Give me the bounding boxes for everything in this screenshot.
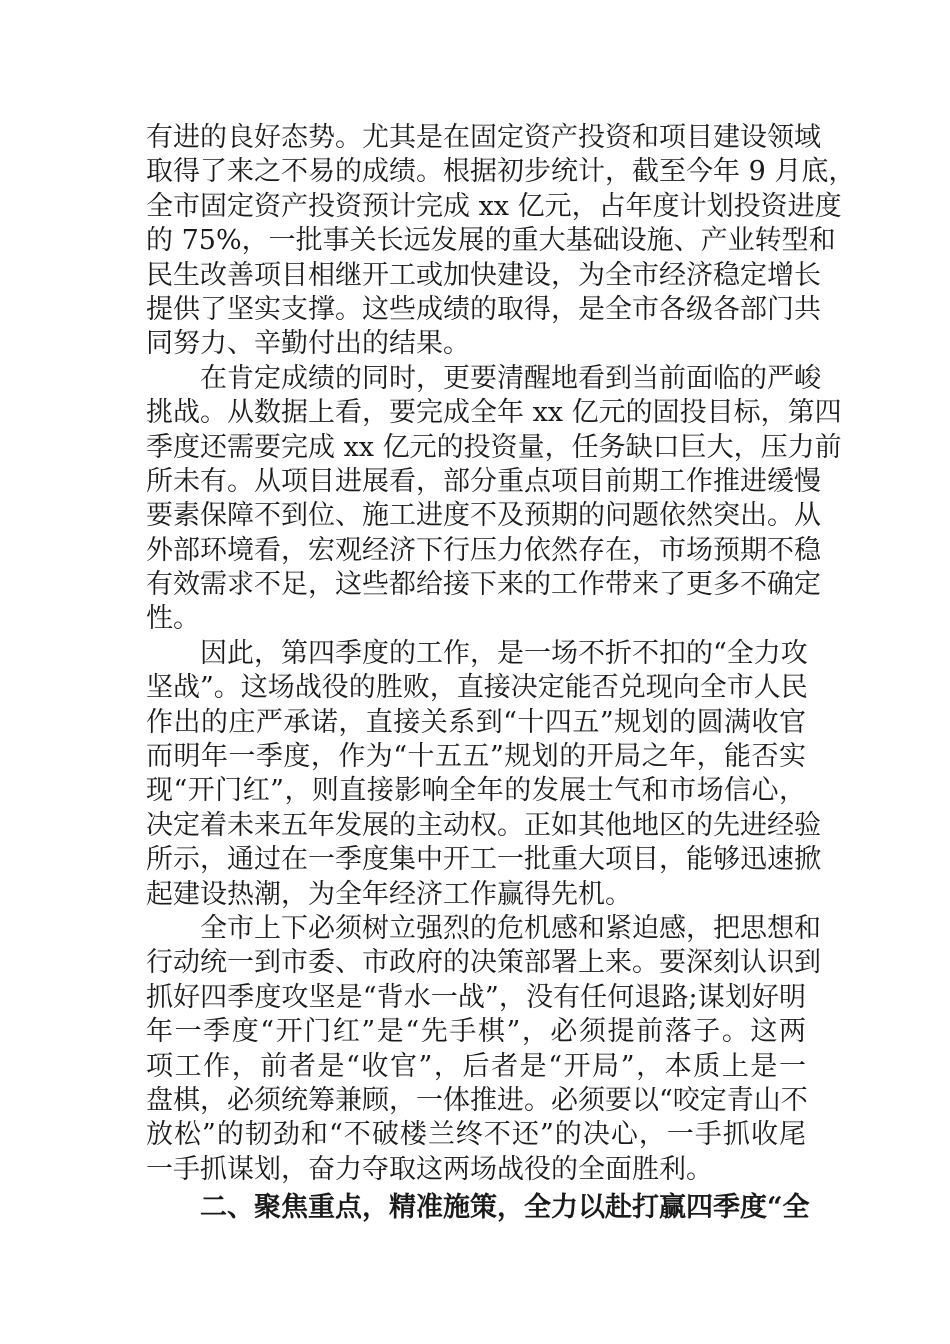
text-line: 同努力、辛勤付出的结果。 <box>146 328 470 360</box>
text-line: 有进的良好态势。尤其是在固定资产投资和项目建设领域 <box>146 122 821 153</box>
text-line: 民生改善项目相继开工或加快建设，为全市经济稳定增长 <box>146 259 821 291</box>
paragraph-first-line: 在肯定成绩的同时，更要清醒地看到当前面临的严峻 <box>200 362 821 394</box>
paragraph-first-line: 因此，第四季度的工作，是一场不折不扣的“全力攻 <box>200 637 808 669</box>
text-line: 性。 <box>146 603 200 635</box>
text-line: 抓好四季度攻坚是“背水一战”，没有任何退路;谋划好明 <box>146 981 806 1013</box>
text-line: 有效需求不足，这些都给接下来的工作带来了更多不确定 <box>146 569 821 601</box>
text-line: 季度还需要完成 xx 亿元的投资量，任务缺口巨大，压力前 <box>146 431 842 463</box>
text-line: 所示，通过在一季度集中开工一批重大项目，能够迅速掀 <box>146 844 821 876</box>
text-line: 的 75%，一批事关长远发展的重大基础设施、产业转型和 <box>146 225 836 257</box>
text-line: 挑战。从数据上看，要完成全年 xx 亿元的固投目标，第四 <box>146 397 842 429</box>
text-line: 盘棋，必须统筹兼顾，一体推进。必须要以“咬定青山不 <box>146 1084 808 1116</box>
text-line: 提供了坚实支撑。这些成绩的取得，是全市各级各部门共 <box>146 293 821 325</box>
text-line: 行动统一到市委、市政府的决策部署上来。要深刻认识到 <box>146 947 821 979</box>
text-line: 一手抓谋划，奋力夺取这两场战役的全面胜利。 <box>146 1153 713 1185</box>
text-line: 要素保障不到位、施工进度不及预期的问题依然突出。从 <box>146 500 821 532</box>
text-line: 起建设热潮，为全年经济工作赢得先机。 <box>146 878 632 910</box>
text-line: 作出的庄严承诺，直接关系到“十四五”规划的圆满收官 <box>146 706 806 738</box>
text-line: 现“开门红”，则直接影响全年的发展士气和市场信心， <box>146 775 806 807</box>
paragraph-first-line: 全市上下必须树立强烈的危机感和紧迫感，把思想和 <box>200 912 821 944</box>
section-heading: 二、聚焦重点，精准施策，全力以赴打赢四季度“全 <box>200 1192 810 1224</box>
text-line: 外部环境看，宏观经济下行压力依然存在，市场预期不稳 <box>146 534 821 566</box>
text-line: 决定着未来五年发展的主动权。正如其他地区的先进经验 <box>146 809 821 841</box>
text-line: 坚战”。这场战役的胜败，直接决定能否兑现向全市人民 <box>146 672 808 704</box>
text-line: 放松”的韧劲和“不破楼兰终不还”的决心，一手抓收尾 <box>146 1119 806 1151</box>
text-line: 全市固定资产投资预计完成 xx 亿元，占年度计划投资进度 <box>146 190 842 222</box>
text-line: 而明年一季度，作为“十五五”规划的开局之年，能否实 <box>146 741 806 773</box>
text-line: 年一季度“开门红”是“先手棋”，必须提前落子。这两 <box>146 1016 806 1048</box>
text-line: 取得了来之不易的成绩。根据初步统计，截至今年 9 月底， <box>146 156 856 188</box>
text-line: 所未有。从项目进展看，部分重点项目前期工作推进缓慢 <box>146 465 821 497</box>
text-line: 项工作，前者是“收官”，后者是“开局”，本质上是一 <box>146 1050 806 1082</box>
document-body <box>146 121 856 1226</box>
